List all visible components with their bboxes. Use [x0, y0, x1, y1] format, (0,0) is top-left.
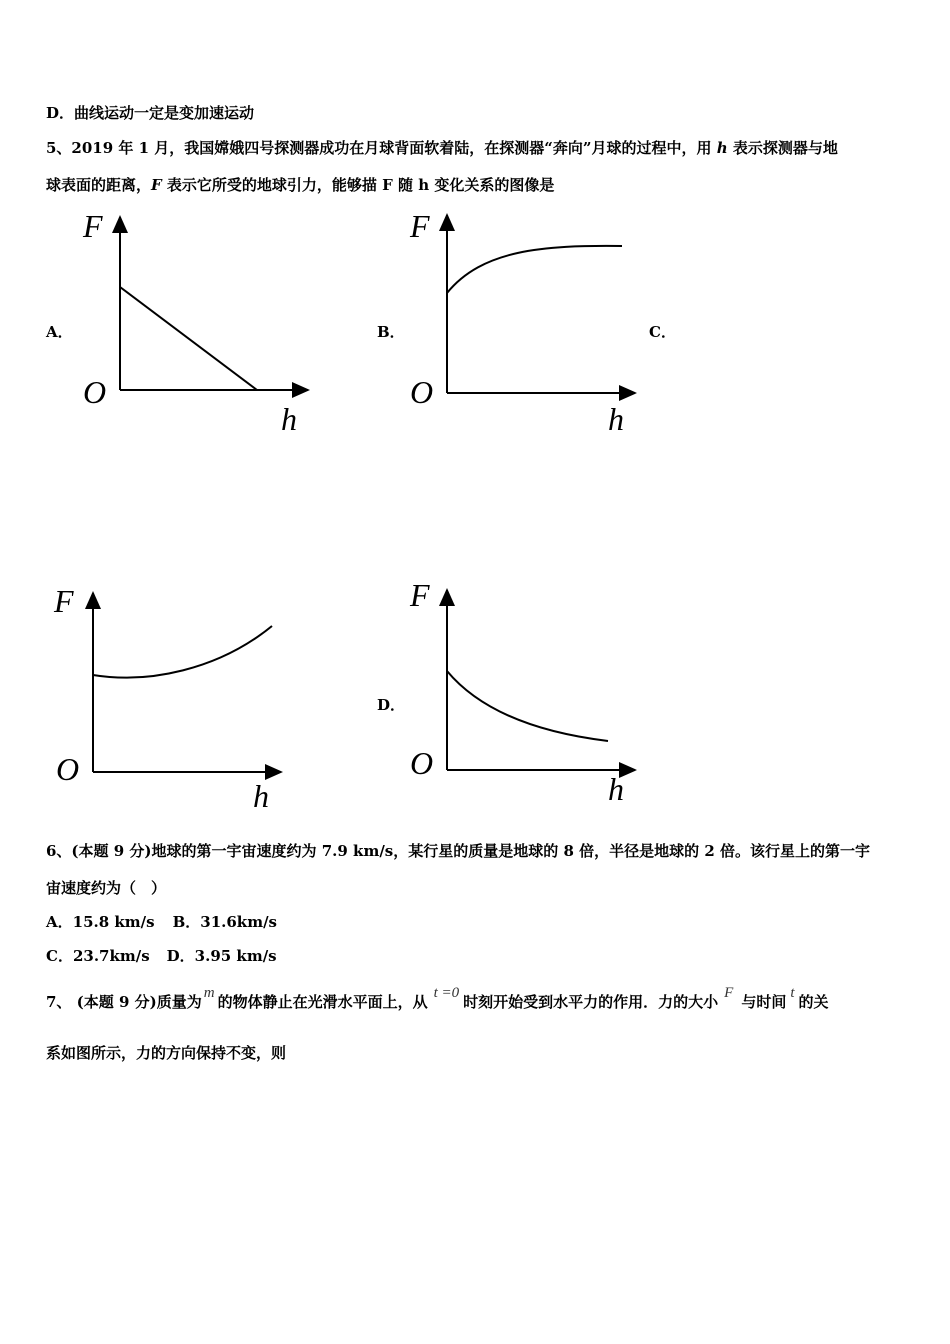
q6-options-row1: [46, 911, 277, 932]
q5-stem-line1-b: 表示探测器与地: [727, 139, 838, 157]
q5-stem-line2-b: 表示它所受的地球引力，能够描 F 随 h 变化关系的图像是: [161, 176, 555, 194]
q5-var-F: F: [151, 176, 162, 194]
q7-text-2: 的物体静止在光滑水平面上，从: [217, 993, 428, 1011]
q5-graph-a-curve: [120, 287, 257, 390]
q5-graph-c-h-label: h: [253, 778, 269, 814]
q5-graph-b-curve: [447, 246, 622, 293]
q5-stem-line1-a: 5、2019 年 1 月，我国嫦娥四号探测器成功在月球背面软着陆，在探测器“奔向”月球的过程中，用: [46, 139, 717, 157]
q5-option-b-label: B．: [377, 323, 405, 341]
q5-graph-d-curve: [447, 671, 608, 741]
q5-graph-c-curve: [93, 626, 272, 678]
q7-text-5: 的关: [798, 993, 829, 1011]
q6-option-c: C．23.7km/s: [46, 947, 150, 965]
q5-graph-c-f-label: F: [54, 583, 74, 619]
q6-stem-line2: 宙速度约为（ ）: [46, 879, 167, 897]
q7-stem-line2: 系如图所示，力的方向保持不变，则: [46, 1044, 287, 1062]
q7-text-1: 7、 (本题 9 分)质量为: [46, 993, 202, 1011]
q5-stem-line2: [46, 174, 554, 195]
q5-option-d-label: D．: [377, 696, 406, 714]
q5-stem-line1: [46, 137, 838, 158]
q4-option-d: D．曲线运动一定是变加速运动: [46, 104, 255, 122]
q5-graph-c-o-label: O: [56, 751, 80, 787]
q5-var-h: h: [716, 139, 728, 157]
q5-graph-b-h-label: h: [608, 401, 624, 437]
q5-graph-c: [48, 580, 298, 815]
q7-text-3: 时刻开始受到水平力的作用．力的大小: [463, 993, 719, 1011]
q5-option-c-label: C．: [649, 323, 676, 341]
q5-graph-a-h-label: h: [281, 401, 297, 437]
q5-graph-d-h-label: h: [608, 771, 624, 807]
q5-graph-d-o-label: O: [410, 745, 434, 781]
q5-graph-a: [75, 205, 325, 440]
q6-options-row2: [46, 945, 277, 966]
q6-option-b: B．31.6km/s: [172, 913, 277, 931]
q5-stem-line2-a: 球表面的距离，: [46, 176, 152, 194]
q5-graph-b-o-label: O: [410, 374, 434, 410]
q7-math-t: t: [790, 985, 795, 1001]
q5-graph-d: [402, 578, 652, 813]
q6-option-d: D．3.95 km/s: [166, 947, 277, 965]
q7-math-t0: t =0: [433, 985, 460, 1001]
q5-graph-a-f-label: F: [83, 208, 103, 244]
q7-stem-line1: [46, 985, 829, 1012]
q7-math-F: F: [724, 985, 734, 1001]
q5-option-a-label: A．: [46, 323, 73, 341]
q5-graph-a-o-label: O: [83, 374, 107, 410]
q7-text-4: 与时间: [741, 993, 787, 1011]
q5-graph-b: [402, 205, 652, 440]
q6-stem-line1: 6、(本题 9 分)地球的第一宇宙速度约为 7.9 km/s，某行星的质量是地球的 8 倍，半径是地球的 2 倍。该行星上的第一宇: [46, 842, 871, 860]
q5-graph-d-f-label: F: [410, 578, 430, 613]
q6-option-a: A．15.8 km/s: [46, 913, 155, 931]
q7-math-m: m: [203, 985, 215, 1001]
q5-graph-b-f-label: F: [410, 208, 430, 244]
